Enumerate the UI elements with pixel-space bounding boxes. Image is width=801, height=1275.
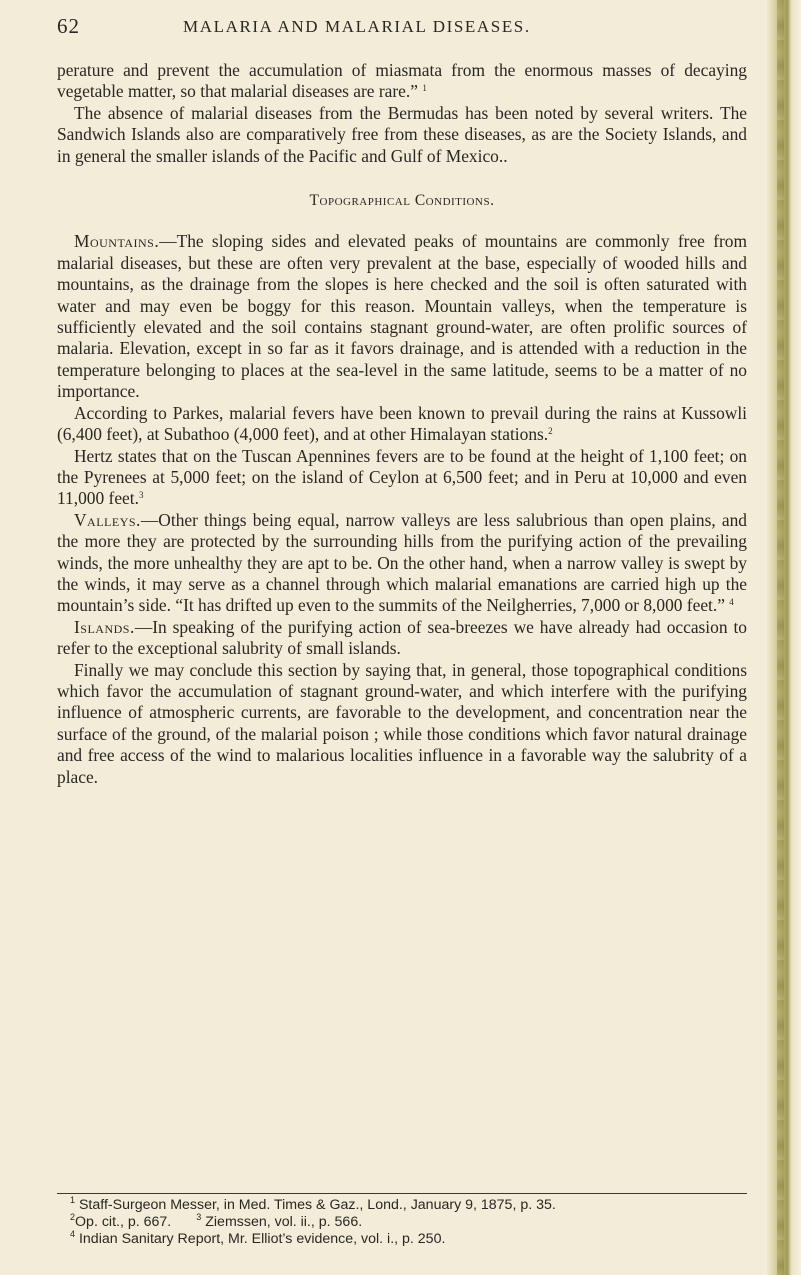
section-heading: Topographical Conditions. <box>309 192 495 210</box>
body-text <box>57 60 747 788</box>
footnote: $^2$Op. cit., p. 667. $^3$ Ziemssen, vol. ii., p. 566. <box>70 1212 363 1230</box>
footnotes <box>70 1197 750 1248</box>
paragraph: Islands.—In speaking of the purifying action of sea-breezes we have already had occasion to refer to the exceptional salubrity of small islands. <box>57 616 747 659</box>
book-binding-edge <box>767 0 801 1275</box>
running-title: MALARIA AND MALARIAL DISEASES. <box>183 17 531 36</box>
footnote-ref: 3 <box>138 490 144 501</box>
paragraph: Hertz states that on the Tuscan Apennines fevers are to be found at the height of 1,100 feet; on the Pyrenees at 5,000 feet; on the island of Ceylon at 6,500 feet; and in Peru at 10,000 and even 11,000 feet.$^3$ <box>57 445 747 509</box>
page-number: 62 <box>57 14 80 38</box>
paragraph: Mountains.—The sloping sides and elevated peaks of mountains are commonly free from malarial diseases, but these are often very prevalent at the base, especially of wooded hills and mountains, as the drainage from the slopes is here checked and the soil is often saturated with water and may even be boggy for this reason. Mountain valleys, when the temperature is sufficiently elevated and the soil contains stagnant ground-water, are often prolific sources of malaria. Elevation, except in so far as it favors drainage, and is attended with a reduction in the temperature belonging to places at the sea-level in the same latitude, seems to be a matter of no importance. <box>57 231 747 402</box>
paragraph: The absence of malarial diseases from the Bermudas has been noted by several writers. The Sandwich Islands also are comparatively free from these diseases, as are the Society Islands, and in general the smaller islands of the Pacific and Gulf of Mexico.. <box>57 102 747 166</box>
run-in-heading: Islands. <box>74 616 135 637</box>
footnote-divider <box>57 1193 747 1194</box>
paragraph: Valleys.—Other things being equal, narrow valleys are less salubrious than open plains, and the more they are protected by the surrounding hills from the purifying action of the prevailing winds, the more unhealthy they are apt to be. On the other hand, when a narrow valley is swept by the winds, it may serve as a channel through which malarial emanations are carried high up the mountain’s side. “It has drifted up even to the summits of the Neilgherries, 7,000 or 8,000 feet.” $^4$ <box>57 509 747 616</box>
paragraph: perature and prevent the accumulation of miasmata from the enormous masses of decaying vegetable matter, so that malarial diseases are rare.” $^1$ <box>57 60 747 102</box>
footnote-ref: 2 <box>548 426 553 437</box>
paragraph: Finally we may conclude this section by saying that, in general, those topographical conditions which favor the accumulation of stagnant ground-water, and which interfere with the purifying influence of atmospheric currents, are favorable to the development, and concentration near the surface of the ground, of the malarial poison ; while those conditions which favor natural drainage and free access of the wind to malarious localities influence in a favorable way the salubrity of a place. <box>57 659 747 787</box>
footnote: $^1$ Staff-Surgeon Messer, in Med. Times & Gaz., Lond., January 9, 1875, p. 35. <box>70 1195 556 1213</box>
footnote-ref: 1 <box>422 83 427 94</box>
paragraph: According to Parkes, malarial fevers have been known to prevail during the rains at Kussowli (6,400 feet), at Subathoo (4,000 feet), and at other Himalayan stations.$^2$ <box>57 402 747 445</box>
footnote: $^4$ Indian Sanitary Report, Mr. Elliot’s evidence, vol. i., p. 250. <box>70 1229 446 1247</box>
footnote-ref: 4 <box>729 597 734 608</box>
run-in-heading: Mountains. <box>74 231 160 252</box>
run-in-heading: Valleys. <box>74 509 141 530</box>
